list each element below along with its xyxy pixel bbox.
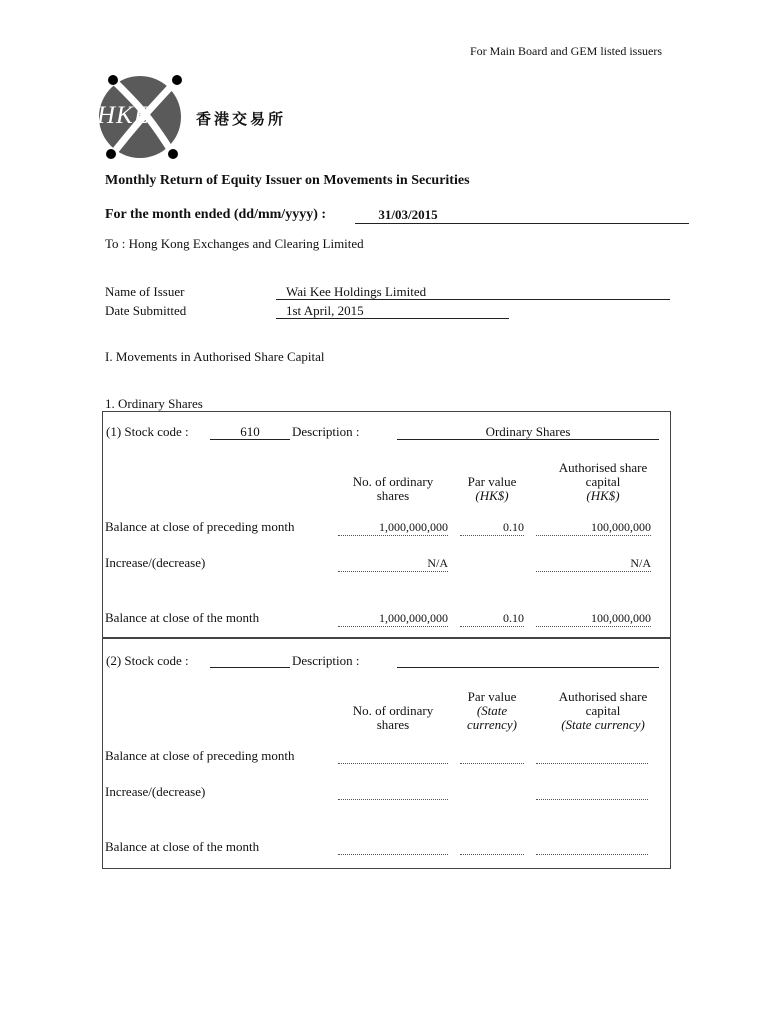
block2-description-underline xyxy=(397,667,659,668)
block2-col-shares-line1: No. of ordinary xyxy=(352,703,434,718)
block2-col-capital-line2: capital xyxy=(585,703,621,718)
block1-row-par[interactable]: 0.10 xyxy=(503,520,524,534)
block1-col-capital xyxy=(536,461,670,503)
block1-row-capital-line xyxy=(536,626,651,627)
block2-col-par-line1: Par value xyxy=(467,689,517,704)
block2-row-label: Balance at close of preceding month xyxy=(105,748,295,763)
month-ended-value[interactable] xyxy=(355,207,689,223)
block1-row-shares-line xyxy=(338,571,448,572)
block1-row-shares[interactable]: 1,000,000,000 xyxy=(379,611,448,625)
block1-col-capital-line3: (HK$) xyxy=(586,488,620,503)
block2-row-capital-field[interactable] xyxy=(536,799,648,800)
date-submitted-label: Date Submitted xyxy=(105,303,187,318)
block2-description-label: Description : xyxy=(292,653,360,668)
block2-stock-code-underline xyxy=(210,667,290,668)
block1-row-shares-line xyxy=(338,535,448,536)
block1-col-capital-line2: capital xyxy=(585,474,621,489)
block2-stock-code-label: (2) Stock code : xyxy=(106,653,189,668)
logo-chinese-name: 香港交易所 xyxy=(196,112,287,128)
block1-row-par[interactable]: 0.10 xyxy=(503,611,524,625)
issuer-name-value[interactable]: Wai Kee Holdings Limited xyxy=(286,284,427,299)
block2-row-par-field[interactable] xyxy=(460,854,524,855)
to-line: To : Hong Kong Exchanges and Clearing Limited xyxy=(105,236,364,251)
block1-row-label: Increase/(decrease) xyxy=(105,555,206,570)
block2-col-capital-line1: Authorised share xyxy=(558,689,648,704)
block1-col-par-line1: Par value xyxy=(467,474,517,489)
block2-col-shares xyxy=(338,704,448,732)
block1-col-shares xyxy=(338,475,448,503)
month-ended-label: For the month ended (dd/mm/yyyy) : xyxy=(105,207,327,222)
block1-row-label: Balance at close of the month xyxy=(105,610,260,625)
block1-stock-code-label: (1) Stock code : xyxy=(106,424,189,439)
issuer-name-label: Name of Issuer xyxy=(105,284,185,299)
header-note: For Main Board and GEM listed issuers xyxy=(470,44,662,58)
block1-col-capital-line1: Authorised share xyxy=(558,460,648,475)
block1-col-shares-line1: No. of ordinary xyxy=(352,474,434,489)
block2-col-par-line2: (State xyxy=(476,703,508,718)
block1-row-capital[interactable]: 100,000,000 xyxy=(591,611,651,625)
block1-row-par-line xyxy=(460,626,524,627)
block1-stock-code-underline xyxy=(210,439,290,440)
month-ended-text: 31/03/2015 xyxy=(378,207,438,222)
block2-row-label: Balance at close of the month xyxy=(105,839,260,854)
page-title: Monthly Return of Equity Issuer on Movements in Securities xyxy=(105,173,470,188)
month-ended-underline xyxy=(355,223,689,224)
hkex-logo xyxy=(95,74,195,160)
block2-col-par-line3: currency) xyxy=(466,717,518,732)
block1-row-label: Balance at close of preceding month xyxy=(105,519,295,534)
subsection-heading: 1. Ordinary Shares xyxy=(105,396,203,411)
block1-row-par-line xyxy=(460,535,524,536)
block2-col-par xyxy=(456,690,528,732)
block1-description[interactable]: Ordinary Shares xyxy=(485,424,571,439)
block2-row-par-field[interactable] xyxy=(460,763,524,764)
block1-row-capital-line xyxy=(536,535,651,536)
block1-row-capital[interactable]: 100,000,000 xyxy=(591,520,651,534)
block2-row-label: Increase/(decrease) xyxy=(105,784,206,799)
block2-row-capital-field[interactable] xyxy=(536,763,648,764)
block2-col-capital-line3: (State currency) xyxy=(561,717,645,732)
section-heading: I. Movements in Authorised Share Capital xyxy=(105,349,325,364)
block1-description-label: Description : xyxy=(292,424,360,439)
block1-col-shares-line2: shares xyxy=(376,488,410,503)
block2-row-shares-field[interactable] xyxy=(338,763,448,764)
block1-row-capital-line xyxy=(536,571,651,572)
block1-col-par xyxy=(460,475,524,503)
issuer-name-underline xyxy=(276,299,670,300)
block2-col-capital xyxy=(536,690,670,732)
block2-col-shares-line2: shares xyxy=(376,717,410,732)
block1-description-underline xyxy=(397,439,659,440)
block1-row-shares-line xyxy=(338,626,448,627)
block2-row-shares-field[interactable] xyxy=(338,854,448,855)
block1-stock-code[interactable]: 610 xyxy=(240,424,260,439)
block1-row-capital[interactable]: N/A xyxy=(630,556,651,570)
date-submitted-underline xyxy=(276,318,509,319)
block1-row-shares[interactable]: N/A xyxy=(427,556,448,570)
logo-mark-text: HKE xyxy=(97,102,150,129)
block2-row-capital-field[interactable] xyxy=(536,854,648,855)
block1-col-par-line2: (HK$) xyxy=(475,488,509,503)
block1-row-shares[interactable]: 1,000,000,000 xyxy=(379,520,448,534)
date-submitted-value[interactable]: 1st April, 2015 xyxy=(286,303,364,318)
block2-row-shares-field[interactable] xyxy=(338,799,448,800)
